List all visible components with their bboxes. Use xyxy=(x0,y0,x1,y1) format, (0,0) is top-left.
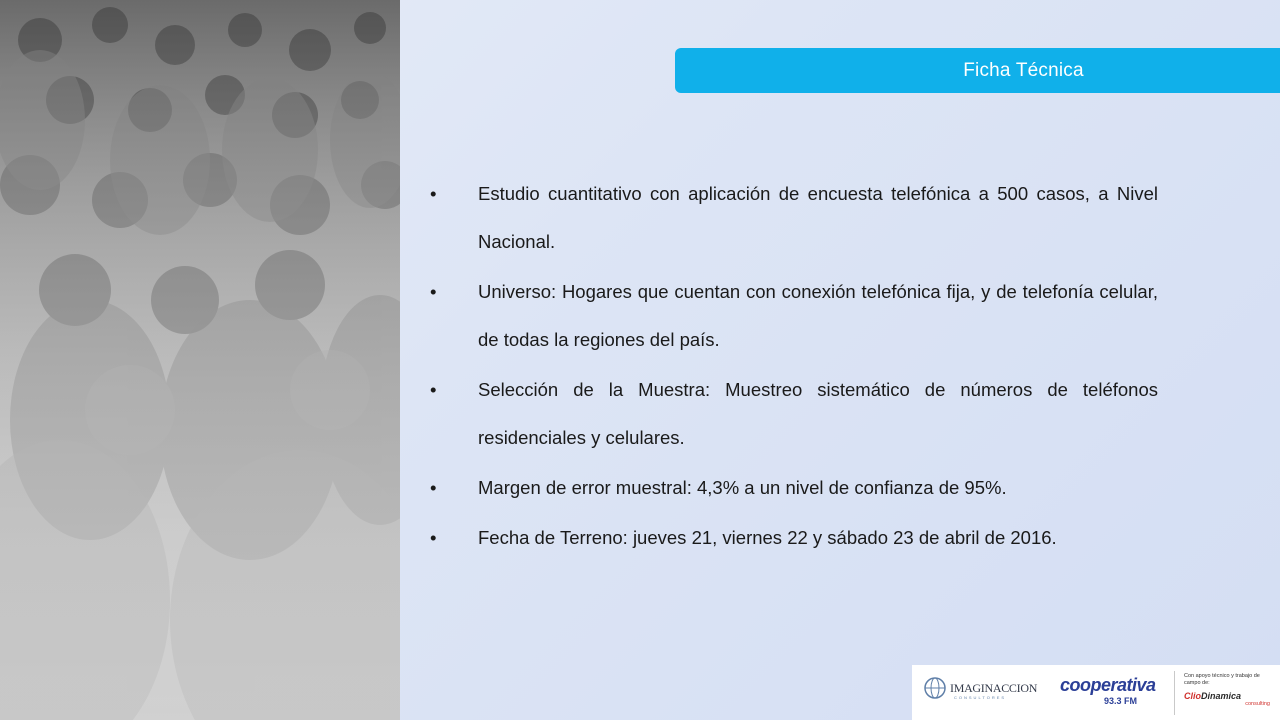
bullet-marker: • xyxy=(430,527,437,548)
bullet-text: Estudio cuantitativo con aplicación de encuesta telefónica a 500 casos, a Nivel Nacional. xyxy=(478,183,1158,252)
imaginaccion-name: IMAGINACCION xyxy=(950,680,1038,695)
page-title: Ficha Técnica xyxy=(963,59,1084,81)
clio-name xyxy=(1184,691,1276,701)
bullet-marker: • xyxy=(430,183,437,204)
sponsor-logos xyxy=(912,665,1280,720)
list-item xyxy=(430,464,1158,512)
logo-divider xyxy=(1174,671,1175,715)
globe-icon xyxy=(924,677,946,699)
list-item xyxy=(430,366,1158,462)
title-bar xyxy=(675,48,1280,93)
cooperativa-name: cooperativa xyxy=(1060,675,1156,695)
crowd-illustration xyxy=(0,0,400,720)
clio-name-a: Clio xyxy=(1184,691,1201,701)
clio-name-b: Dinamica xyxy=(1201,691,1242,701)
cliodinamica-logo xyxy=(1184,673,1276,707)
bullet-text: Fecha de Terreno: jueves 21, viernes 22 y sábado 23 de abril de 2016. xyxy=(478,527,1057,548)
clio-sub: consulting xyxy=(1245,701,1270,707)
imaginaccion-sub: CONSULTORES xyxy=(954,695,1007,700)
bullet-text: Selección de la Muestra: Muestreo sistemático de números de teléfonos residenciales y celulares. xyxy=(478,379,1158,448)
list-item xyxy=(430,268,1158,364)
list-item xyxy=(430,514,1158,562)
bullet-marker: • xyxy=(430,379,437,400)
bullet-list xyxy=(430,170,1158,564)
cooperativa-freq: 93.3 FM xyxy=(1104,696,1138,706)
bullet-text: Universo: Hogares que cuentan con conexión telefónica fija, y de telefonía celular, de todas la regiones del país. xyxy=(478,281,1158,350)
cooperativa-logo xyxy=(1060,675,1156,706)
bullet-marker: • xyxy=(430,477,437,498)
clio-support-text: Con apoyo técnico y trabajo de campo de: xyxy=(1184,673,1260,686)
crowd-photo xyxy=(0,0,400,720)
list-item xyxy=(430,170,1158,266)
bullet-marker: • xyxy=(430,281,437,302)
bullet-text: Margen de error muestral: 4,3% a un nivel de confianza de 95%. xyxy=(478,477,1007,498)
